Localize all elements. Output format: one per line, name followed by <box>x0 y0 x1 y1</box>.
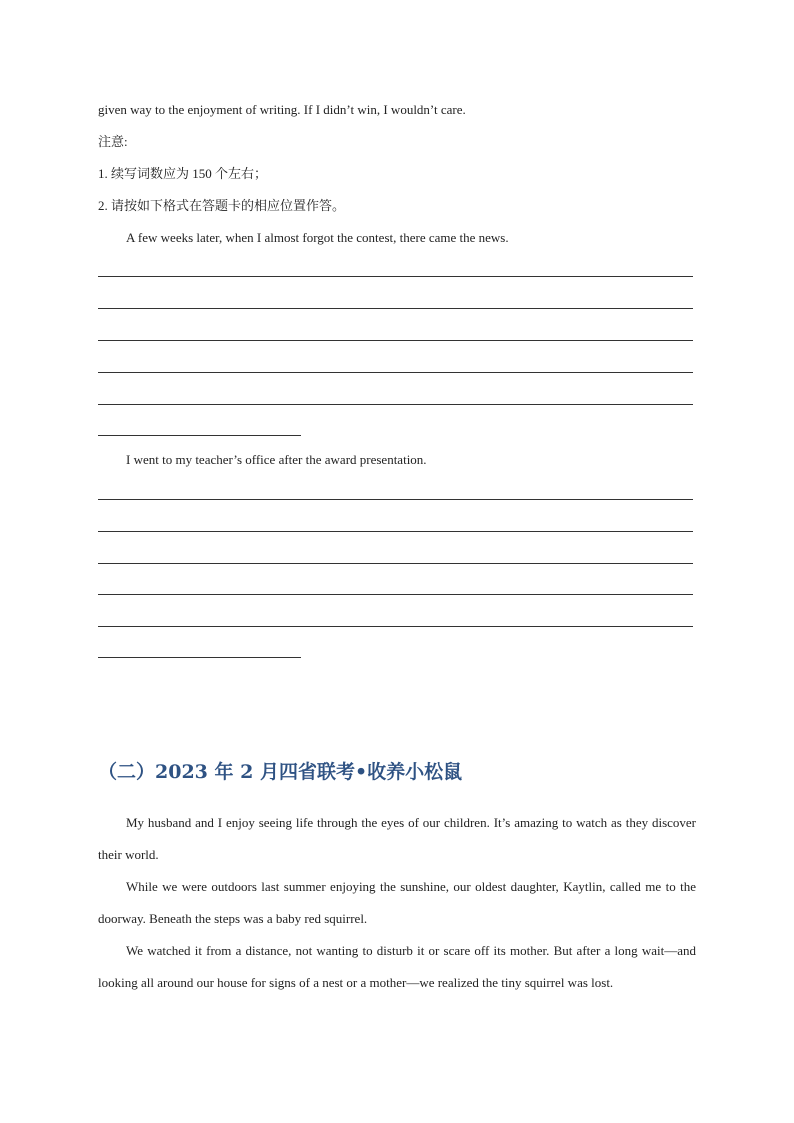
answer-line <box>98 563 693 564</box>
passage-paragraph-2: While we were outdoors last summer enjoying the sunshine, our oldest daughter, Kaytlin, called me to the doorway. Beneath the steps was a baby red squirrel. <box>98 879 696 926</box>
answer-line <box>98 372 693 373</box>
answer-line-short <box>98 657 301 658</box>
writing-prompt-1: A few weeks later, when I almost forgot the contest, there came the news. <box>126 230 509 245</box>
answer-line <box>98 308 693 309</box>
continuation-text: given way to the enjoyment of writing. If I didn’t win, I wouldn’t care. <box>98 102 466 117</box>
section-title: （二）2023 年 2 月四省联考•收养小松鼠 <box>98 761 463 783</box>
note-item-1: 1. 续写词数应为 150 个左右； <box>98 166 268 181</box>
answer-line <box>98 276 693 277</box>
answer-line <box>98 626 693 627</box>
note-item-2: 2. 请按如下格式在答题卡的相应位置作答。 <box>98 198 346 213</box>
answer-line <box>98 499 693 500</box>
passage-paragraph-1: My husband and I enjoy seeing life through the eyes of our children. It’s amazing to watch as they discover their world. <box>98 815 696 862</box>
answer-line <box>98 404 693 405</box>
writing-prompt-2: I went to my teacher’s office after the award presentation. <box>126 452 427 467</box>
answer-line <box>98 594 693 595</box>
answer-line <box>98 340 693 341</box>
answer-line <box>98 531 693 532</box>
answer-line-short <box>98 435 301 436</box>
note-label: 注意: <box>98 134 128 149</box>
passage-paragraph-3: We watched it from a distance, not wanting to disturb it or scare off its mother. But after a long wait—and looking all around our house for signs of a nest or a mother—we realized the tiny squirrel was lost. <box>98 943 696 990</box>
